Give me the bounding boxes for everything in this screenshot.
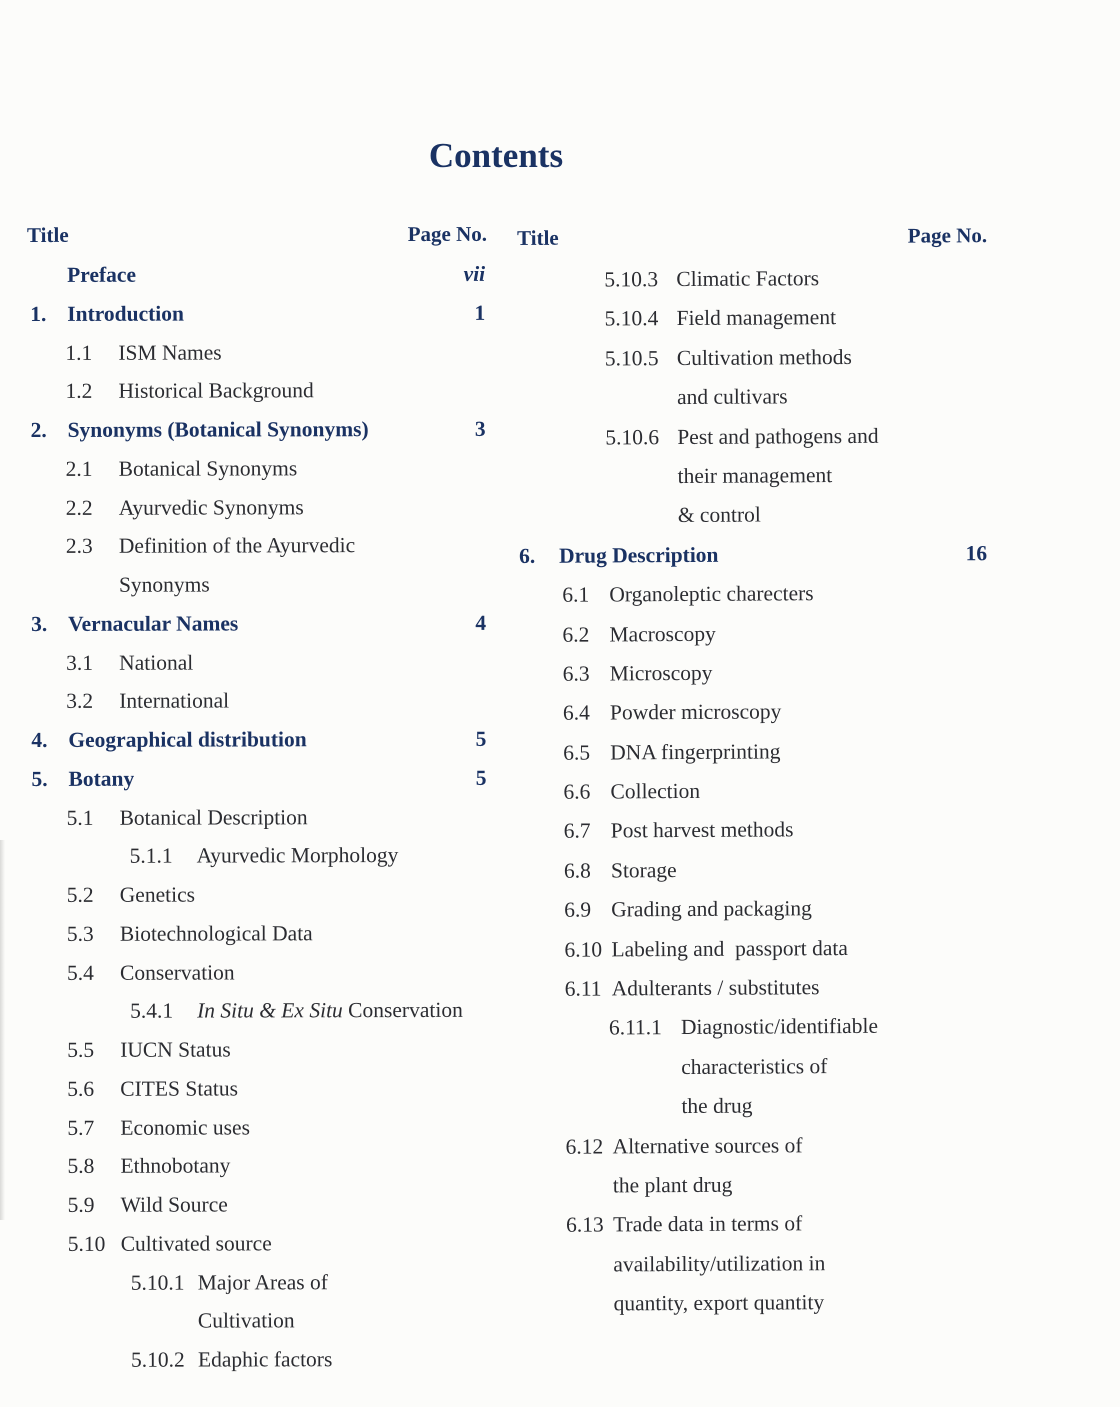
entry-title-segment: Cultivation bbox=[197, 1308, 295, 1333]
entry-title bbox=[677, 338, 852, 378]
entry-title bbox=[68, 604, 238, 643]
entry-title bbox=[120, 1147, 230, 1186]
entry-title-segment: Synonyms (Botanical Synonyms) bbox=[67, 417, 369, 442]
entry-title bbox=[676, 298, 836, 338]
toc-entry bbox=[27, 332, 487, 372]
entry-title bbox=[613, 1166, 733, 1206]
entry-number: 6.12 bbox=[565, 1134, 604, 1159]
entry-title bbox=[119, 566, 210, 605]
toc-entry-line bbox=[605, 376, 988, 418]
toc-entries-right bbox=[517, 258, 993, 1324]
entry-title bbox=[120, 876, 195, 915]
entry-number: 5.10.4 bbox=[604, 306, 659, 331]
entry-title-segment: Powder microscopy bbox=[609, 699, 782, 725]
entry-number: 5. bbox=[31, 766, 48, 791]
entry-title-segment: the drug bbox=[681, 1093, 753, 1119]
entry-title-segment: Macroscopy bbox=[609, 621, 716, 646]
entry-title-segment: Cultivated source bbox=[120, 1231, 272, 1256]
title-header-label: Title bbox=[517, 225, 559, 250]
toc-entry-line bbox=[30, 294, 487, 334]
toc-entry-line bbox=[130, 836, 489, 876]
toc-entry-line bbox=[67, 914, 489, 954]
toc-entry bbox=[28, 720, 488, 760]
toc-entry-line bbox=[67, 797, 489, 837]
toc-entry-line bbox=[605, 337, 988, 379]
toc-entry-line bbox=[67, 1107, 489, 1147]
entry-number: 2. bbox=[30, 417, 47, 442]
toc-entry-line bbox=[67, 1069, 489, 1109]
entry-title bbox=[678, 496, 761, 536]
entry-title-segment: availability/utilization in bbox=[613, 1250, 826, 1277]
entry-title bbox=[681, 1007, 878, 1048]
entry-number: 5.1.1 bbox=[129, 843, 173, 868]
toc-entry-line bbox=[563, 652, 990, 694]
entry-title bbox=[681, 1047, 827, 1087]
page-number: 5 bbox=[475, 726, 487, 751]
toc-entry bbox=[28, 449, 488, 489]
toc-entry-line bbox=[566, 1164, 993, 1206]
entry-number: 2.2 bbox=[65, 495, 93, 520]
title-header-label: Title bbox=[27, 222, 69, 247]
entry-title bbox=[613, 1244, 825, 1285]
toc-entry-line bbox=[563, 691, 990, 733]
toc-entry bbox=[30, 1224, 490, 1264]
entry-number: 6.13 bbox=[566, 1212, 604, 1238]
column-header-right bbox=[517, 220, 987, 253]
entry-title-segment: Conservation bbox=[119, 959, 235, 985]
toc-entry-line bbox=[66, 449, 488, 489]
entry-title-segment: Synonyms bbox=[118, 572, 210, 597]
entry-number: 6.3 bbox=[562, 661, 590, 686]
toc-entry-line bbox=[566, 1243, 993, 1285]
toc-entry-line bbox=[605, 455, 988, 497]
page-number: 16 bbox=[965, 540, 988, 566]
toc-entry bbox=[27, 371, 487, 411]
entry-title-segment: quantity, export quantity bbox=[613, 1290, 825, 1316]
toc-entry-line bbox=[609, 1046, 992, 1088]
entry-title-segment: characteristics of bbox=[681, 1053, 828, 1079]
toc-entry-line bbox=[609, 1085, 992, 1127]
entry-title bbox=[610, 654, 713, 694]
entry-title-segment: Storage bbox=[610, 857, 677, 883]
entry-title-segment: Cultivation methods bbox=[676, 344, 852, 370]
entry-title bbox=[120, 914, 313, 953]
entry-title bbox=[120, 1030, 231, 1069]
entry-title bbox=[677, 416, 878, 457]
entry-title-segment: & control bbox=[677, 502, 761, 528]
page-number: vii bbox=[463, 261, 486, 286]
entry-title bbox=[68, 720, 306, 759]
toc-entry bbox=[522, 1007, 993, 1128]
toc-entry bbox=[29, 1107, 489, 1147]
toc-entry bbox=[29, 952, 489, 992]
entry-title-segment: Organoleptic charecters bbox=[609, 581, 814, 607]
entry-title-segment: Genetics bbox=[119, 882, 196, 907]
entry-number: 5.6 bbox=[67, 1076, 95, 1101]
entry-title bbox=[120, 953, 235, 992]
entry-title-segment: Grading and packaging bbox=[611, 896, 812, 922]
entry-title bbox=[120, 798, 308, 837]
page-no-header-label: Page No. bbox=[407, 221, 488, 247]
toc-entry-line bbox=[66, 642, 488, 682]
scan-gutter-shadow bbox=[0, 840, 5, 1220]
entry-title bbox=[610, 732, 780, 772]
toc-entry bbox=[523, 1203, 994, 1324]
entry-title-segment: Historical Background bbox=[118, 378, 314, 404]
entry-title-segment: Alternative sources of bbox=[612, 1132, 803, 1159]
toc-entry-line bbox=[563, 731, 990, 773]
toc-entry-line bbox=[31, 759, 488, 799]
entry-title bbox=[198, 1340, 332, 1379]
toc-entries-left bbox=[27, 255, 490, 1380]
toc-entry bbox=[520, 652, 990, 694]
toc-entry bbox=[29, 1030, 489, 1070]
entry-title bbox=[677, 456, 832, 496]
entry-number: 5.10.5 bbox=[604, 345, 659, 371]
toc-entry bbox=[523, 1125, 993, 1207]
toc-entry bbox=[27, 255, 487, 295]
entry-title bbox=[611, 811, 794, 852]
entry-number: 1. bbox=[30, 301, 47, 326]
entry-title bbox=[120, 1069, 238, 1108]
entry-title-segment: Ayurvedic Morphology bbox=[196, 843, 399, 868]
entry-title-segment: International bbox=[119, 688, 230, 714]
entry-title-segment: Wild Source bbox=[120, 1192, 228, 1217]
entry-title-segment: the plant drug bbox=[612, 1172, 733, 1198]
toc-entry bbox=[520, 770, 990, 812]
entry-title bbox=[609, 614, 716, 654]
entry-number: 6.4 bbox=[562, 700, 590, 726]
toc-entry-line bbox=[562, 573, 989, 615]
entry-title-segment: Field management bbox=[676, 305, 837, 331]
entry-title-segment: National bbox=[119, 650, 194, 675]
entry-title-segment: and cultivars bbox=[676, 384, 788, 410]
entry-title bbox=[613, 1283, 824, 1324]
toc-entry bbox=[518, 416, 989, 537]
page-number: 4 bbox=[475, 610, 487, 635]
toc-entry-line bbox=[564, 810, 991, 852]
entry-title-segment: Major Areas of bbox=[197, 1269, 328, 1295]
entry-number: 5.10.3 bbox=[604, 267, 659, 292]
toc-entry bbox=[520, 691, 990, 733]
toc-entry bbox=[521, 928, 991, 970]
page-number: 1 bbox=[474, 300, 486, 325]
entry-number: 5.7 bbox=[67, 1115, 95, 1140]
entry-title bbox=[197, 836, 399, 875]
entry-number: 6.1 bbox=[562, 582, 590, 607]
entry-number: 2.1 bbox=[65, 456, 93, 481]
entry-title-segment: Botanical Description bbox=[119, 804, 308, 830]
toc-entry bbox=[517, 258, 987, 300]
toc-entry bbox=[29, 1069, 489, 1109]
toc-entry bbox=[522, 967, 992, 1009]
entry-title bbox=[67, 294, 184, 333]
toc-entry-line bbox=[67, 875, 489, 915]
toc-entry-line bbox=[30, 255, 487, 295]
entry-number: 5.10.6 bbox=[605, 424, 660, 450]
entry-title bbox=[677, 378, 788, 418]
page-number: 3 bbox=[474, 416, 486, 441]
entry-title bbox=[119, 449, 298, 488]
toc-entry-line bbox=[67, 952, 489, 992]
entry-title-segment: Pest and pathogens and bbox=[677, 423, 879, 449]
page-title: Contents bbox=[428, 136, 564, 175]
toc-entry bbox=[519, 534, 989, 576]
entry-title-segment: Economic uses bbox=[120, 1114, 250, 1140]
entry-title bbox=[68, 759, 134, 798]
entry-title-segment: Geographical distribution bbox=[68, 727, 307, 752]
entry-number: 6. bbox=[518, 543, 536, 568]
toc-entry-line bbox=[67, 1030, 489, 1070]
entry-title bbox=[119, 526, 355, 565]
entry-number: 5.1 bbox=[66, 805, 94, 830]
toc-entry-line bbox=[131, 1301, 490, 1341]
entry-title bbox=[197, 991, 463, 1030]
entry-title bbox=[119, 643, 193, 682]
entry-title-segment: Drug Description bbox=[558, 542, 719, 568]
toc-entry bbox=[29, 797, 489, 837]
toc-entry bbox=[521, 888, 991, 930]
page-no-header-label: Page No. bbox=[907, 223, 988, 248]
toc-entry-line bbox=[66, 681, 488, 721]
entry-number: 6.11 bbox=[564, 976, 602, 1001]
entry-number: 6.9 bbox=[564, 897, 592, 922]
toc-entry bbox=[30, 1185, 490, 1225]
toc-entry bbox=[28, 410, 488, 450]
toc-column-right bbox=[517, 220, 994, 1324]
entry-title bbox=[613, 1126, 803, 1167]
entry-number: 5.10.2 bbox=[130, 1347, 185, 1372]
entry-title-segment: Edaphic factors bbox=[197, 1347, 333, 1372]
toc-entry-line bbox=[605, 416, 988, 458]
toc-entry bbox=[519, 573, 989, 615]
entry-number: 2.3 bbox=[65, 534, 93, 559]
toc-entry-line bbox=[566, 1203, 993, 1245]
toc-entry-line bbox=[131, 1262, 490, 1302]
toc-entry-line bbox=[66, 565, 488, 605]
toc-entry bbox=[29, 836, 489, 876]
toc-entry bbox=[28, 759, 488, 799]
entry-title-segment: Ayurvedic Synonyms bbox=[118, 494, 304, 520]
toc-entry-line bbox=[609, 1007, 992, 1049]
entry-title-segment: ISM Names bbox=[118, 339, 222, 365]
entry-title-segment: Botany bbox=[68, 766, 135, 791]
entry-title bbox=[67, 410, 368, 450]
entry-title-segment: Trade data in terms of bbox=[613, 1211, 803, 1237]
entry-title-segment: IUCN Status bbox=[120, 1037, 231, 1062]
entry-title bbox=[121, 1224, 272, 1263]
entry-title bbox=[610, 693, 782, 733]
toc-entry bbox=[517, 298, 987, 340]
toc-entry-line bbox=[65, 371, 487, 411]
entry-title-segment: Climatic Factors bbox=[676, 266, 820, 292]
entry-title-segment: Biotechnological Data bbox=[119, 921, 313, 946]
toc-entry bbox=[28, 604, 488, 644]
entry-title-segment: Labeling and passport data bbox=[611, 935, 848, 962]
toc-entry-line bbox=[31, 720, 488, 760]
entry-title bbox=[611, 851, 677, 891]
toc-entry bbox=[28, 487, 488, 527]
toc-entry bbox=[29, 1146, 489, 1186]
toc-entry-line bbox=[65, 332, 487, 372]
entry-title bbox=[119, 682, 229, 721]
toc-entry-line bbox=[565, 967, 992, 1009]
entry-number: 5.4.1 bbox=[130, 998, 174, 1023]
toc-entry-line bbox=[66, 487, 488, 527]
toc-entry-line bbox=[563, 770, 990, 812]
toc-column-left bbox=[27, 219, 490, 1380]
page-number: 5 bbox=[475, 765, 487, 790]
column-header-left bbox=[27, 219, 487, 250]
toc-entry bbox=[521, 849, 991, 891]
entry-title-segment: Post harvest methods bbox=[610, 817, 794, 843]
entry-title-segment: Ethnobotany bbox=[120, 1153, 231, 1179]
entry-number: 5.10 bbox=[67, 1231, 106, 1256]
entry-title-segment: CITES Status bbox=[120, 1076, 238, 1101]
toc-entry bbox=[520, 731, 990, 773]
entry-number: 5.5 bbox=[67, 1037, 95, 1062]
entry-number: 4. bbox=[31, 727, 48, 752]
entry-number: 6.6 bbox=[563, 779, 591, 804]
entry-title-segment: Botanical Synonyms bbox=[118, 456, 298, 481]
toc-entry-line bbox=[66, 526, 488, 566]
toc-entry-line bbox=[564, 888, 991, 930]
toc-entry-line bbox=[604, 258, 987, 300]
entry-number: 5.8 bbox=[67, 1154, 95, 1179]
entry-number: 5.10.1 bbox=[130, 1270, 185, 1295]
entry-title-segment: Introduction bbox=[67, 301, 184, 326]
entry-title bbox=[609, 574, 814, 615]
toc-entry bbox=[519, 613, 989, 655]
entry-title-segment: DNA fingerprinting bbox=[610, 739, 781, 765]
toc-entry bbox=[30, 1262, 490, 1341]
entry-number: 5.9 bbox=[67, 1192, 95, 1217]
entry-number: 6.8 bbox=[563, 858, 591, 883]
entry-number: 6.5 bbox=[563, 740, 591, 765]
toc-entry bbox=[29, 914, 489, 954]
entry-title-segment: Diagnostic/identifiable bbox=[680, 1014, 879, 1040]
entry-title bbox=[198, 1302, 295, 1341]
entry-title-segment: Definition of the Ayurvedic bbox=[118, 533, 356, 559]
toc-entry-line bbox=[130, 991, 489, 1031]
toc-entry bbox=[518, 337, 988, 419]
toc-entry-line bbox=[566, 1125, 993, 1167]
entry-title-segment: Conservation bbox=[342, 998, 463, 1023]
entry-number: 3. bbox=[31, 611, 48, 636]
toc-entry bbox=[521, 810, 991, 852]
entry-number: 6.2 bbox=[562, 622, 590, 647]
entry-title-segment: Preface bbox=[67, 262, 137, 287]
entry-title bbox=[611, 889, 812, 930]
entry-number: 5.2 bbox=[66, 882, 94, 907]
entry-title bbox=[118, 372, 313, 411]
entry-number: 5.4 bbox=[66, 960, 94, 985]
toc-entry bbox=[28, 681, 488, 721]
toc-entry bbox=[29, 991, 489, 1031]
entry-title bbox=[559, 536, 719, 576]
entry-number: 1.2 bbox=[65, 379, 93, 404]
entry-title-segment: their management bbox=[677, 463, 833, 488]
toc-entry bbox=[30, 1340, 490, 1380]
toc-entry-line bbox=[604, 298, 987, 340]
entry-title bbox=[121, 1185, 228, 1224]
entry-title-segment: In Situ & Ex Situ bbox=[197, 998, 343, 1023]
entry-title bbox=[612, 968, 820, 1009]
toc-entry-line bbox=[31, 410, 488, 450]
toc-entry-line bbox=[131, 1340, 490, 1380]
entry-title-segment: Collection bbox=[610, 778, 701, 804]
entry-title bbox=[120, 1108, 250, 1147]
toc-entry-line bbox=[67, 1146, 489, 1186]
toc-entry-line bbox=[566, 1282, 993, 1324]
toc-entry bbox=[28, 642, 488, 682]
entry-title bbox=[676, 259, 819, 299]
entry-title bbox=[613, 1205, 802, 1246]
entry-title bbox=[198, 1263, 328, 1302]
entry-title-segment: Vernacular Names bbox=[68, 611, 239, 636]
entry-title bbox=[118, 333, 221, 372]
entry-title bbox=[119, 488, 304, 527]
entry-title-segment: Adulterants / substitutes bbox=[611, 975, 820, 1001]
entry-number: 6.7 bbox=[563, 819, 591, 844]
toc-entry bbox=[27, 294, 487, 334]
toc-entry-line bbox=[606, 494, 989, 536]
entry-number: 1.1 bbox=[65, 340, 93, 365]
entry-number: 6.11.1 bbox=[608, 1015, 662, 1040]
entry-title-segment: Microscopy bbox=[609, 660, 713, 686]
entry-number: 3.1 bbox=[66, 650, 94, 675]
entry-title bbox=[681, 1087, 752, 1127]
toc-entry bbox=[28, 526, 488, 605]
toc-entry-line bbox=[68, 1224, 490, 1264]
toc-entry bbox=[29, 875, 489, 915]
toc-entry-line bbox=[68, 1185, 490, 1225]
toc-entry-line bbox=[564, 849, 991, 891]
toc-entry-line bbox=[519, 534, 989, 576]
entry-number: 6.10 bbox=[564, 937, 603, 962]
entry-number: 3.2 bbox=[66, 689, 94, 714]
entry-title bbox=[67, 256, 136, 295]
entry-title bbox=[610, 772, 700, 812]
entry-number: 5.3 bbox=[66, 921, 94, 946]
toc-entry-line bbox=[564, 928, 991, 970]
entry-title bbox=[611, 929, 848, 970]
toc-entry-line bbox=[31, 604, 488, 644]
toc-entry-line bbox=[562, 613, 989, 655]
